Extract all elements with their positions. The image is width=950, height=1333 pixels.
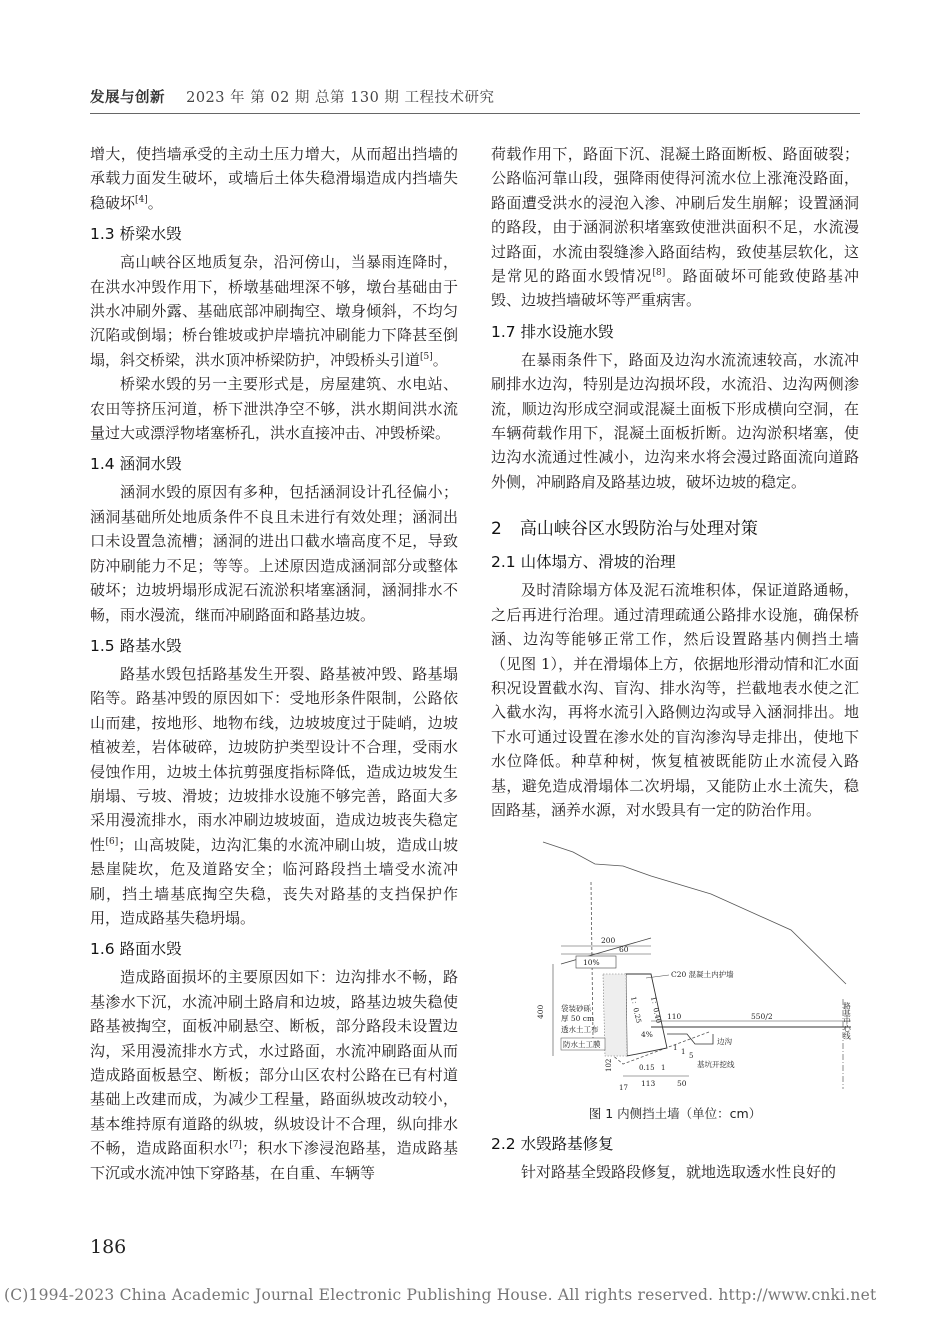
paragraph-continuation: 增大，使挡墙承受的主动土压力增大，从而超出挡墙的承载力面发生破坏，或墙后土体失稳滑塌造成内挡墙失稳破坏[4]。 bbox=[90, 145, 458, 212]
ditch-label: 边沟 bbox=[717, 1037, 732, 1047]
dim-110: 110 bbox=[667, 1012, 682, 1022]
slope-4pct: 4% bbox=[641, 1030, 653, 1040]
citation-ref[interactable]: [4] bbox=[135, 194, 148, 205]
paragraph: 高山峡谷区地质复杂，沿河傍山，当暴雨连降时，在洪水冲毁作用下，桥墩基础埋深不够，墩台基础由于洪水冲刷外露、基础底部冲刷掏空、墩身倾斜，不均匀沉陷或倒塌；桥台锥坡或护岸墙抗冲刷能力下降甚至倒塌，斜交桥梁，洪水顶冲桥梁防护，冲毁桥头引道[5]。 bbox=[90, 253, 458, 369]
dim-60: 60 bbox=[619, 945, 629, 955]
section-heading-1-4: 1.4 涵洞水毁 bbox=[90, 455, 182, 474]
right-column bbox=[491, 142, 859, 1185]
bag-label-1: 袋装砂砾 bbox=[561, 1004, 591, 1014]
slope-10pct: 10% bbox=[583, 958, 600, 968]
dim-400: 400 bbox=[536, 1005, 545, 1020]
paragraph: 涵洞水毁的原因有多种，包括涵洞设计孔径偏小；涵洞基础所处地质条件不良且未进行有效处理；涵洞出口未设置急流槽；涵洞的进出口截水墙高度不足，导致防冲刷能力不足；等等。上述原因造成涵洞部分或整体破坏；边坡坍塌形成泥石流淤积堵塞涵洞，涵洞排水不畅，雨水漫流，继而冲刷路面和路基边坡。 bbox=[90, 483, 458, 624]
paragraph: 桥梁水毁的另一主要形式是，房屋建筑、水电站、农田等挤压河道，桥下泄洪净空不够，洪水期间洪水流量过大或漂浮物堵塞桥孔，洪水直接冲击、冲毁桥梁。 bbox=[90, 375, 458, 443]
dim-200: 200 bbox=[601, 936, 616, 946]
citation-ref[interactable]: [8] bbox=[652, 268, 666, 279]
paragraph: 针对路基全毁路段修复，就地选取透水性良好的 bbox=[521, 1163, 837, 1182]
slope-025: 1：0.25 bbox=[629, 996, 643, 1025]
slope-015-b: 1 bbox=[661, 1064, 666, 1073]
running-header bbox=[90, 86, 495, 107]
sandbag-zone bbox=[603, 974, 627, 1056]
header-rule bbox=[90, 113, 860, 114]
section-heading-2-1: 2.1 山体塌方、滑坡的治理 bbox=[491, 553, 676, 572]
page-number: 186 bbox=[90, 1236, 127, 1258]
paragraph: 在暴雨条件下，路面及边沟水流流速较高，水流冲刷排水边沟，特别是边沟损坏段，水流沿、边沟两侧渗流，顺边沟形成空洞或混凝土面板下形成横向空洞，在车辆荷载作用下，混凝土面板折断。边沟淤积堵塞，使边沟水流通过性减小，边沟来水将会漫过路面流向道路外侧，冲刷路肩及路基边坡，破坏边坡的稳定。 bbox=[491, 350, 859, 491]
retaining-wall-figure bbox=[491, 834, 859, 1096]
journal-column-name: 发展与创新 bbox=[90, 89, 165, 106]
slope-1b: 1 bbox=[681, 1048, 686, 1057]
citation-ref[interactable]: [6] bbox=[105, 836, 119, 847]
paragraph: 及时清除塌方体及泥石流堆积体，保证道路通畅，之后再进行治理。通过清理疏通公路排水设施，确保桥涵、边沟等能够正常工作，然后设置路基内侧挡土墙（见图 1），并在滑塌体上方，依据地形滑动情和汇水面积况设置截水沟、盲沟、排水沟等，拦截地表水使之汇入截水沟，再将水流引入路侧边沟或导入涵洞排出。地下水可通过设置在渗水处的盲沟渗沟导走排出，使地下水位降低。种草种树，恢复植被既能防止水流侵入路基，避免造成滑塌体二次坍塌，又能防止水土流失，稳固路基，涵养水源，对水毁具有一定的防治作用。 bbox=[491, 581, 859, 819]
membrane-label: 防水土工膜 bbox=[563, 1040, 601, 1050]
section-heading-1-6: 1.6 路面水毁 bbox=[90, 940, 182, 959]
citation-ref[interactable]: [5] bbox=[420, 351, 433, 362]
slope-015-a: 0.15 bbox=[639, 1064, 655, 1073]
section-heading-1-5: 1.5 路基水毁 bbox=[90, 636, 182, 655]
left-column bbox=[90, 142, 458, 1185]
slope-1a: 1 bbox=[673, 1044, 678, 1053]
citation-ref[interactable]: [7] bbox=[229, 1140, 242, 1151]
slope-040: 1：0.40 bbox=[649, 996, 663, 1025]
wall-label: C20 混凝土内护墙 bbox=[671, 970, 734, 980]
bag-label-2: 厚 50 cm bbox=[561, 1014, 595, 1024]
dim-102: 102 bbox=[605, 1058, 613, 1073]
dim-550: 550/2 bbox=[751, 1012, 773, 1022]
copyright-footer: (C)1994-2023 China Academic Journal Electronic Publishing House. All rights reserved. http://www.cnki.net bbox=[4, 1286, 877, 1304]
dim-17: 17 bbox=[619, 1084, 628, 1093]
paragraph: 造成路面损坏的主要原因如下：边沟排水不畅，路基渗水下沉，水流冲刷土路肩和边坡，路基边坡失稳使路基被掏空，面板冲刷悬空、断板，部分路段未设置边沟，采用漫流排水方式，水过路面，水流冲刷路面从而造成路面板悬空、断板；部分山区农村公路在已有村道基础上改建而成，为减少工程量，路面纵坡改动较小，基本维持原有道路的纵坡，纵坡设计不合理，纵向排水不畅，造成路面积水[7]；积水下渗浸泡路基，造成路基下沉或水流冲蚀下穿路基，在自重、车辆等 bbox=[90, 968, 458, 1182]
chapter-heading-2: 2 高山峡谷区水毁防治与处理对策 bbox=[491, 519, 758, 540]
paragraph: 路基水毁包括路基发生开裂、路基被冲毁、路基塌陷等。路基冲毁的原因如下：受地形条件限制，公路依山而建，按地形、地物布线，边坡坡度过于陡峭，边坡植被差，岩体破碎，边坡防护类型设计不合理，受雨水侵蚀作用，边坡土体抗剪强度指标降低，造成边坡发生崩塌、亏坡、滑坡；边坡排水设施不够完善，路面大多采用漫流排水，雨水冲刷边坡坡面，造成边坡丧失稳定性[6]；山高坡陡，边沟汇集的水流冲刷山坡，造成山坡悬崖陡坎，危及道路安全；临河路段挡土墙受水流冲刷，挡土墙基底掏空失稳，丧失对路基的支挡保护作用，造成路基失稳坍塌。 bbox=[90, 664, 458, 927]
geotextile-label: 透水土工布 bbox=[561, 1025, 599, 1035]
figure-caption: 图 1 内侧挡土墙（单位：cm） bbox=[588, 1106, 762, 1122]
section-heading-2-2: 2.2 水毁路基修复 bbox=[491, 1135, 614, 1154]
dim-50: 50 bbox=[677, 1079, 687, 1089]
slope-5: 5 bbox=[689, 1052, 694, 1061]
dim-113: 113 bbox=[641, 1079, 656, 1089]
section-heading-1-7: 1.7 排水设施水毁 bbox=[491, 322, 614, 341]
issue-info: 2023 年 第 02 期 总第 130 期 工程技术研究 bbox=[186, 90, 495, 106]
centerline-label: 路基中心线 bbox=[842, 1002, 852, 1040]
excavation-label: 基坑开挖线 bbox=[697, 1060, 735, 1070]
section-heading-1-3: 1.3 桥梁水毁 bbox=[90, 225, 182, 244]
paragraph-continuation: 荷载作用下，路面下沉、混凝土路面断板、路面破裂；公路临河靠山段，强降雨使得河流水位上涨淹没路面，路面遭受洪水的浸泡入渗、冲刷后发生崩解；设置涵洞的路段，由于涵洞淤积堵塞致使泄洪面积不足，水流漫过路面，水流由裂缝渗入路面结构，致使基层软化，这是常见的路面水毁情况[8]。路面破坏可能致使路基冲毁、边坡挡墙破坏等严重病害。 bbox=[491, 145, 859, 310]
